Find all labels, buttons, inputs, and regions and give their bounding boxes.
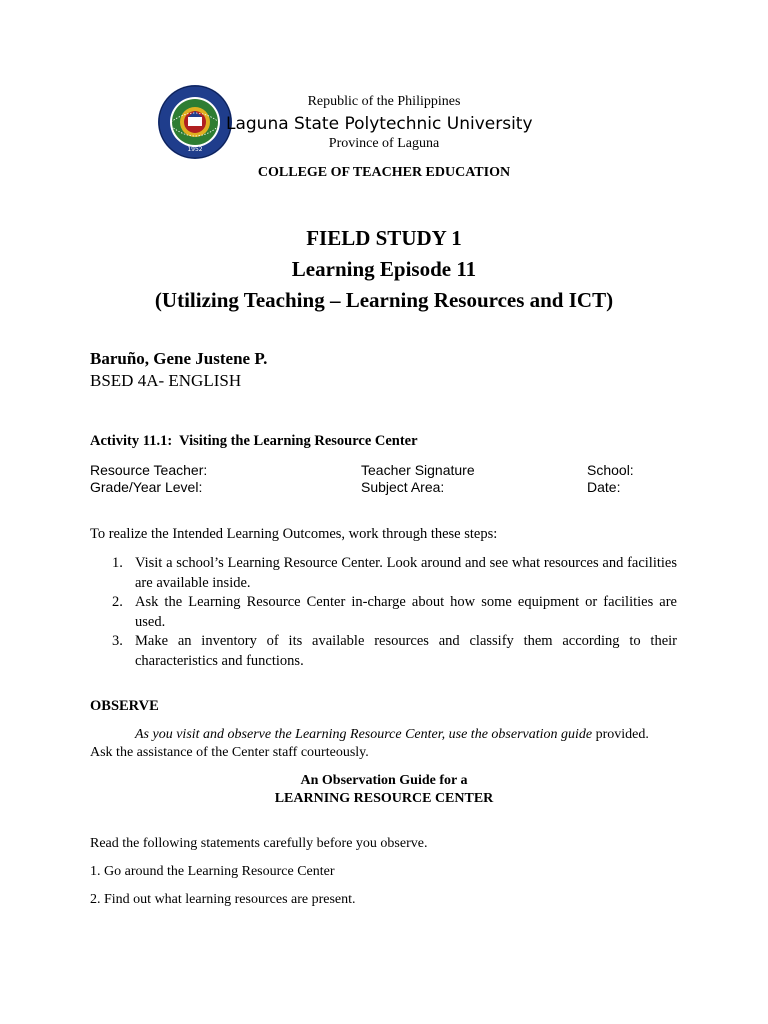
field-school: School: xyxy=(587,462,634,478)
field-grade-level: Grade/Year Level: xyxy=(90,479,203,495)
field-teacher-signature: Teacher Signature xyxy=(361,462,475,478)
guide-title-line2: LEARNING RESOURCE CENTER xyxy=(274,791,494,806)
title-field-study: FIELD STUDY 1 xyxy=(306,226,462,250)
student-section: BSED 4A- ENGLISH xyxy=(90,371,242,390)
student-name: Baruño, Gene Justene P. xyxy=(90,349,268,368)
field-date: Date: xyxy=(587,479,621,495)
university-name: Laguna State Polytechnic University xyxy=(226,114,533,134)
college-name: COLLEGE OF TEACHER EDUCATION xyxy=(257,165,511,180)
observe-rest-text: provided. Ask the assistance of the Center staff courteously. xyxy=(90,727,649,760)
title-subtitle: (Utilizing Teaching – Learning Resources and ICT) xyxy=(154,288,614,312)
step-number: 2. xyxy=(112,594,123,610)
list-item xyxy=(90,632,677,671)
activity-heading: Activity 11.1: Visiting the Learning Resource Center xyxy=(90,433,418,449)
guide-instruction: Read the following statements carefully before you observe. xyxy=(90,836,428,851)
step-text: Visit a school’s Learning Resource Center. Look around and see what resources and facilities are available inside. xyxy=(135,555,677,591)
step-number: 3. xyxy=(112,633,123,649)
intro-text: To realize the Intended Learning Outcomes, work through these steps: xyxy=(90,526,498,542)
steps-list xyxy=(90,554,677,671)
list-item xyxy=(90,554,677,593)
step-text: Ask the Learning Resource Center in-charge about how some equipment or facilities are used. xyxy=(135,594,677,630)
step-number: 1. xyxy=(112,555,123,571)
title-episode: Learning Episode 11 xyxy=(291,257,477,281)
seal-year: 1952 xyxy=(187,146,203,153)
guide-item: 1. Go around the Learning Resource Center xyxy=(90,864,335,879)
list-item xyxy=(90,593,677,632)
field-subject-area: Subject Area: xyxy=(361,479,445,495)
guide-title-line1: An Observation Guide for a xyxy=(300,773,468,788)
step-text: Make an inventory of its available resources and classify them according to their characteristics and functions. xyxy=(135,633,677,669)
observe-heading: OBSERVE xyxy=(90,698,159,714)
republic-line: Republic of the Philippines xyxy=(307,94,461,109)
province-line: Province of Laguna xyxy=(328,136,440,151)
observe-paragraph xyxy=(90,726,670,762)
guide-item: 2. Find out what learning resources are present. xyxy=(90,892,356,907)
field-resource-teacher: Resource Teacher: xyxy=(90,462,208,478)
observe-italic-text: As you visit and observe the Learning Resource Center, use the observation guide xyxy=(135,727,593,742)
